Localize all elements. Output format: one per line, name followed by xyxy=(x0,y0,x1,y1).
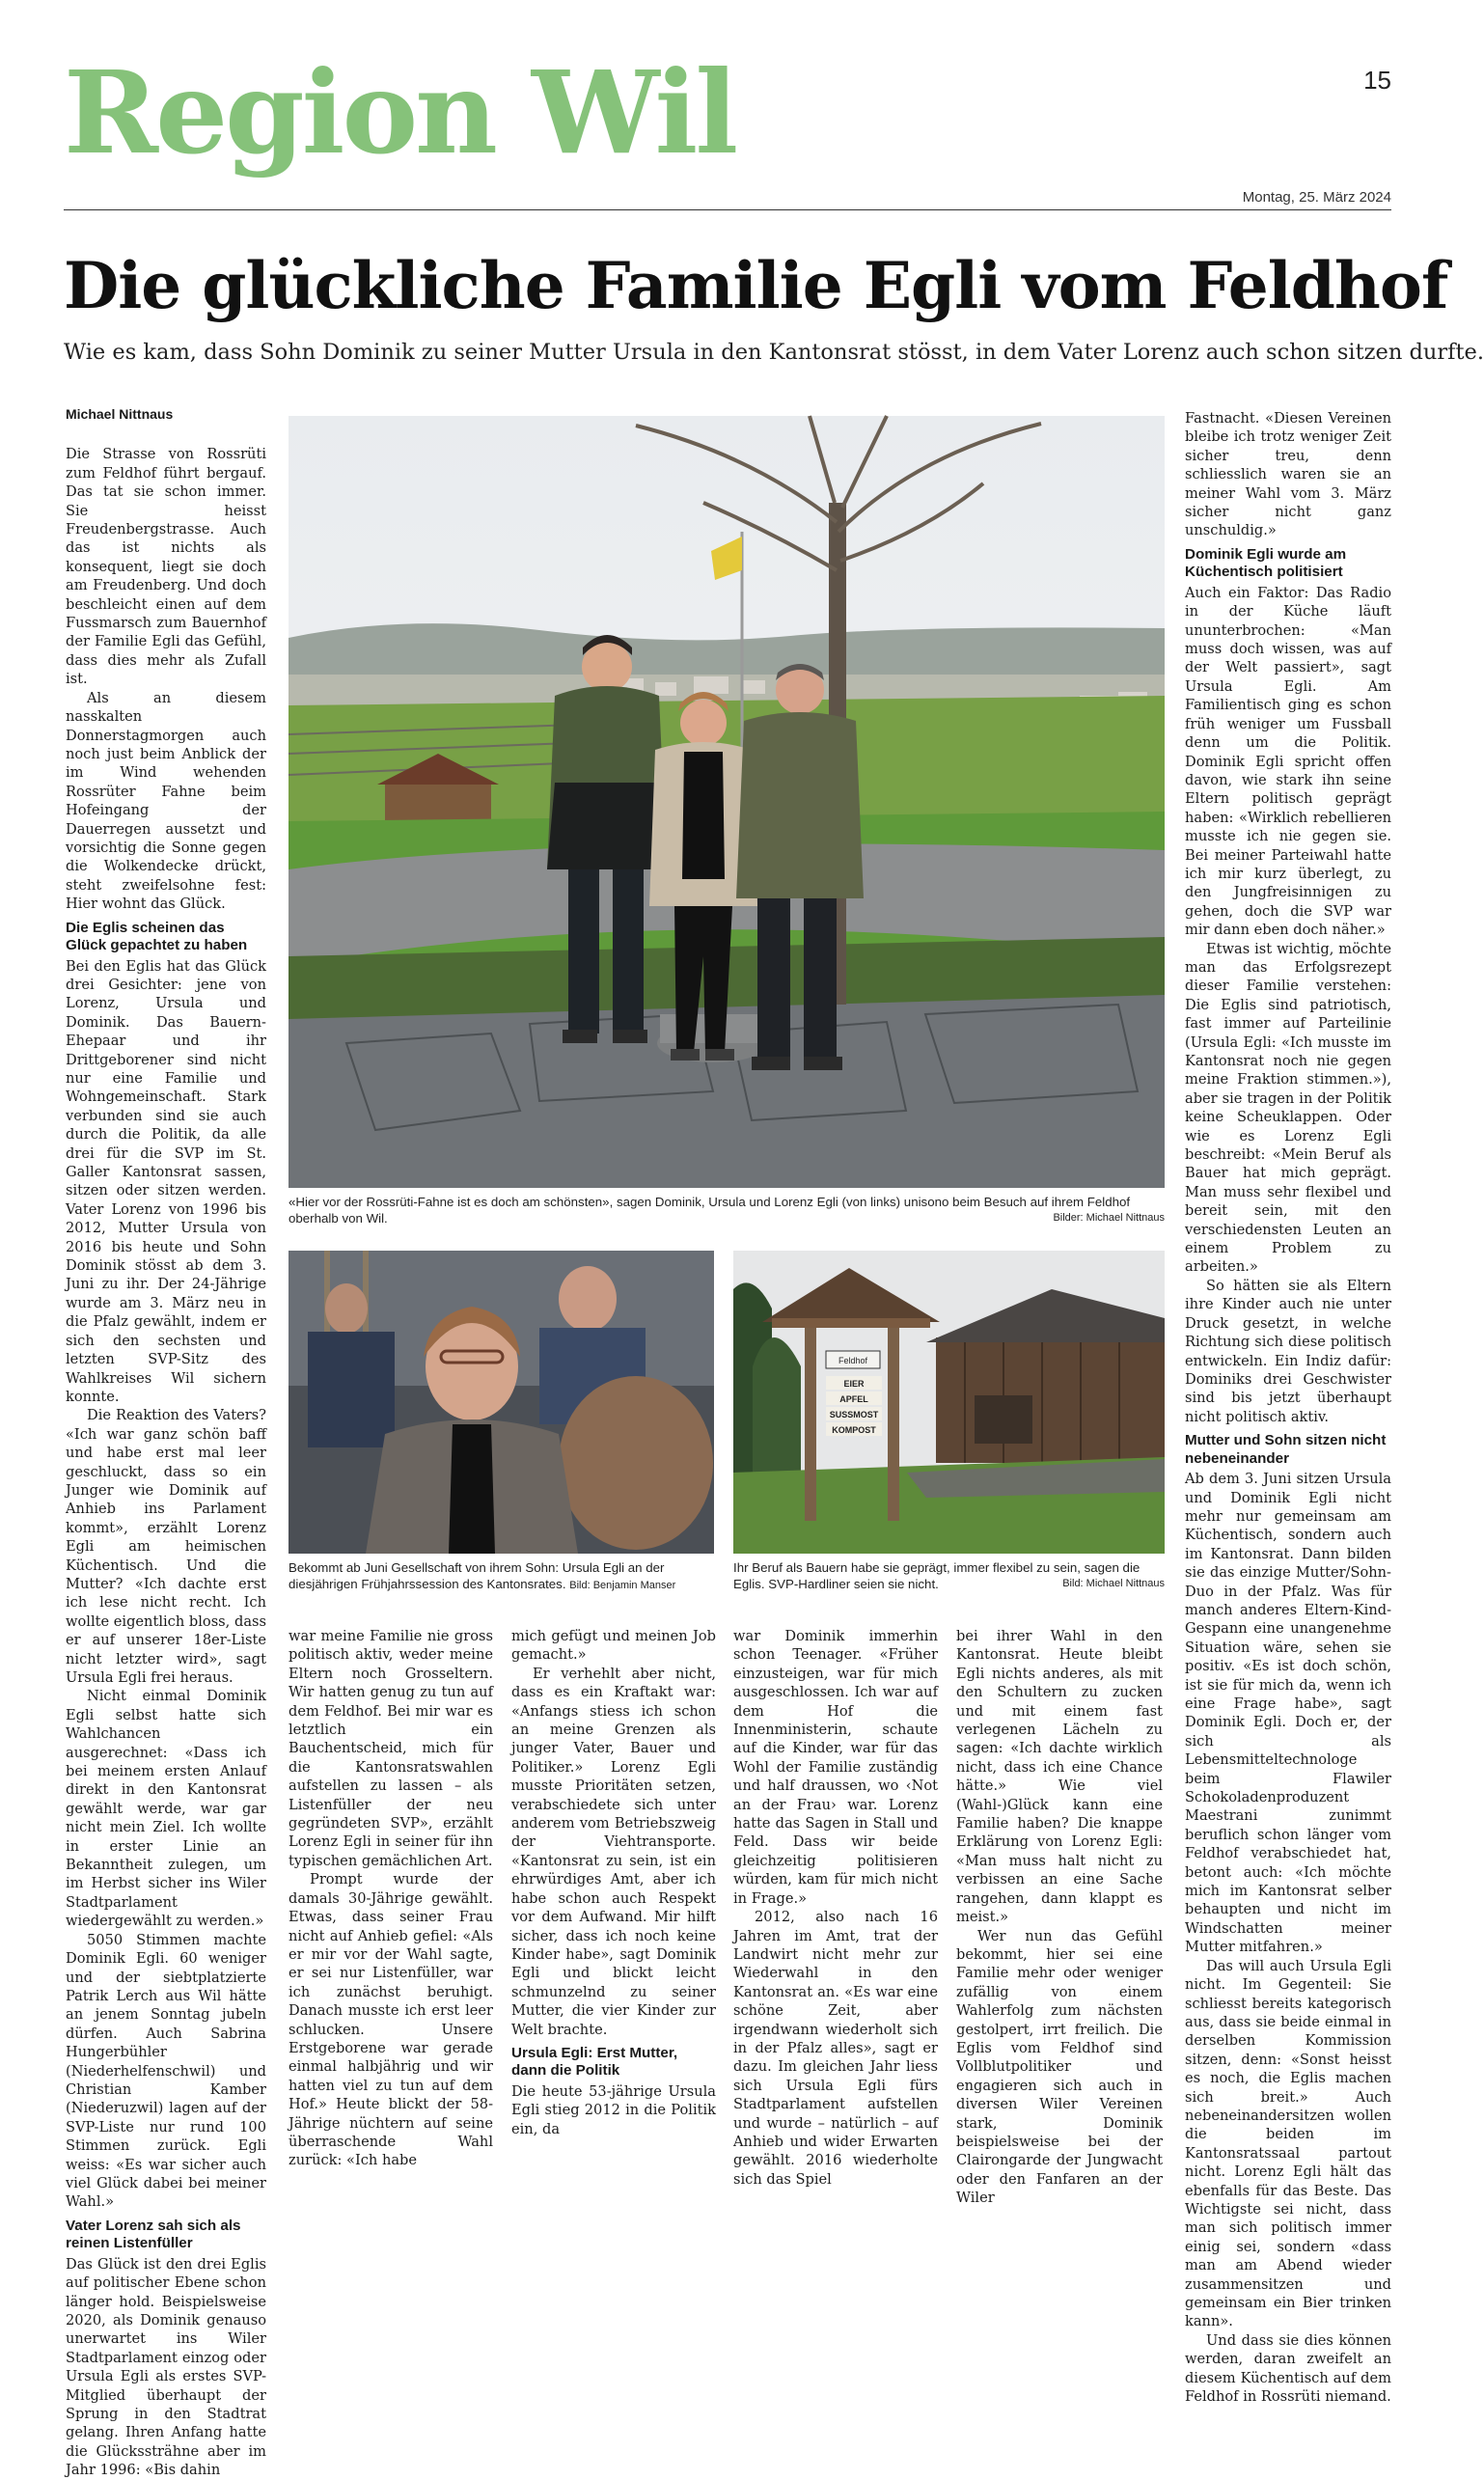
paragraph: Fastnacht. «Diesen Vereinen bleibe ich trotz weniger Zeit sicher treu, denn schliesslich waren sie an meiner Wahl vom 3. März sicher nicht ganz unschuldig.» xyxy=(1185,410,1391,539)
article-lead: Wie es kam, dass Sohn Dominik zu seiner Mutter Ursula in den Kantonsrat stösst, in dem Vater Lorenz auch schon sitzen durfte. xyxy=(64,340,1484,365)
paragraph: Nicht einmal Dominik Egli selbst hatte sich Wahlchancen ausgerechnet: «Dass ich bei meinem ersten Anlauf direkt in den Kantonsrat gewählt werde, war gar nicht mein Ziel. Ich wollte in erster Linie an Bekanntheit zulegen, um im Herbst sicher ins Wiler Stadtparlament wiedergewählt zu werden.» xyxy=(66,1688,266,1930)
paragraph: bei ihrer Wahl in den Kantonsrat. Heute bleibt Egli nichts anderes, als mit den Schultern zu zucken und mit einem fast verlegenen Lächeln zu sagen: «Ich dachte wirklich nicht, dass ich eine Chance hätte.» Wie viel (Wahl-)Glück kann eine Familie haben? Die knappe Erklärung von Lorenz Egli: «Man muss halt nicht zu verbissen an eine Sache rangehen, dann klappt es meist.» xyxy=(956,1628,1163,1926)
caption-text: «Hier vor der Rossrüti-Fahne ist es doch am schönsten», sagen Dominik, Ursula und Lorenz Egli (von links) unisono beim Besuch auf ihrem Feldhof oberhalb von Wil. xyxy=(289,1195,1131,1226)
paragraph: Als an diesem nasskalten Donnerstagmorgen auch noch just beim Anblick der im Wind wehenden Rossrüter Fahne beim Hofeingang der Dauerregen aussetzt und vorsichtig die Sonne gegen die Wolkendecke drückt, steht zweifelsohne fest: Hier wohnt das Glück. xyxy=(66,689,266,913)
sign-line: EIER xyxy=(843,1379,865,1389)
paragraph: Das will auch Ursula Egli nicht. Im Gegenteil: Sie schliesst bereits kategorisch aus, dass sie beide einmal in derselben Kommission sitzen, denn: «Sonst heisst es noch, die Eglis machen sich breit.» Auch nebeneinandersitzen wollen die beiden im Kantonsratssaal partout nicht. Lorenz Egli hält das ebenfalls für das Beste. Das Wichtigste sei nicht, dass man sich politisch immer einig sei, sondern «dass man am Abend wieder zusammensitzen und gemeinsam ein Bier trinken kann». xyxy=(1185,1957,1391,2330)
subheading: Dominik Egli wurde am Küchentisch politisiert xyxy=(1185,545,1347,581)
paragraph: Die Strasse von Rossrüti zum Feldhof führt bergauf. Das tat sie schon immer. Sie heisst Freudenbergstrasse. Auch das ist nichts als konsequent, liegt sie doch am Freudenberg. Und doch beschleicht einen auf dem Fussmarsch zum Bauernhof der Familie Egli das Gefühl, dass dies mehr als Zufall ist. xyxy=(66,446,266,688)
photo-credit: Bilder: Michael Nittnaus xyxy=(1053,1212,1165,1224)
issue-date: Montag, 25. März 2024 xyxy=(1242,189,1391,206)
sign-line: APFEL xyxy=(839,1394,868,1404)
right-photo-caption xyxy=(733,1559,1165,1594)
paragraph: Die heute 53-jährige Ursula Egli stieg 2012 in die Politik ein, da xyxy=(511,2082,716,2137)
sign-line: KOMPOST xyxy=(832,1425,876,1435)
text-column-1 xyxy=(66,405,266,2479)
paragraph: Und dass sie dies können werden, daran zweifelt an diesem Küchentisch auf dem Feldhof in Rossrüti niemand. xyxy=(1185,2331,1391,2406)
subheading: Die Eglis scheinen das Glück gepachtet zu haben xyxy=(66,919,248,954)
caption-text: Ihr Beruf als Bauern habe sie geprägt, immer flexibel zu sein, sagen die Eglis. SVP-Hardliner seien sie nicht. xyxy=(733,1560,1140,1591)
farm-sign-illustration xyxy=(733,1251,1165,1554)
paragraph: Das Glück ist den drei Eglis auf politischer Ebene schon länger hold. Beispielsweise 2020, als Dominik genauso unerwartet ins Wiler Stadtparlament einzog oder Ursula Egli als erstes SVP-Mitglied überhaupt der Sprung in den Stadtrat gelang. Ihren Anfang hatte die Glückssträhne aber im Jahr 1996: «Bis dahin xyxy=(66,2255,266,2479)
paragraph: war meine Familie nie gross politisch aktiv, weder meine Eltern noch Grosseltern. Wir hatten genug zu tun auf dem Feldhof. Bei mir war es letztlich ein Bauchentscheid, mich für die Kantonsratswahlen aufstellen zu lassen – als Listenfüller der neu gegründeten SVP», erzählt Lorenz Egli in seiner für ihn typischen gemächlichen Art. xyxy=(289,1628,493,1869)
paragraph: Etwas ist wichtig, möchte man das Erfolgsrezept dieser Familie verstehen: Die Eglis sind patriotisch, fast immer auf Parteilinie (Ursula Egli: «Ich musste im Kantonsrat noch nie gegen meine Fraktion stimmen.»), aber sie tragen in der Politik keine Scheuklappen. Oder wie es Lorenz Egli beschreibt: «Mein Beruf als Bauer hat mich geprägt. Man muss sehr flexibel und bereit sein, mit den verschiedensten Leuten an einem Problem zu arbeiten.» xyxy=(1185,940,1391,1276)
text-column-4 xyxy=(733,1627,938,2188)
left-photo-caption xyxy=(289,1559,714,1594)
author-byline: Michael Nittnaus xyxy=(66,406,174,422)
paragraph: Wer nun das Gefühl bekommt, hier sei eine Familie mehr oder weniger zufällig von einem Wahlerfolg zum nächsten gestolpert, irrt freilich. Die Eglis vom Feldhof sind Vollblutpolitiker und engagieren sich auch in diversen Wiler Vereinen stark, Dominik beispielsweise bei der Clairongarde der Jungwacht oder den Fanfaren an der Wiler xyxy=(956,1927,1163,2207)
paragraph: Er verhehlt aber nicht, dass es ein Kraftakt war: «Anfangs stiess ich schon an meine Grenzen als junger Vater, Bauer und Politiker.» Lorenz Egli musste Prioritäten setzen, verabschiedete sich unter anderem vom Betriebszweig der Viehtransporte. «Kantonsrat zu sein, ist ein ehrwürdiges Amt, aber ich habe schon auch Respekt vor dem Aufwand. Mir hilft sicher, dass ich noch keine Kinder habe», sagt Dominik Egli und blickt leicht schmunzelnd zu seiner Mutter, die vier Kinder zur Welt brachte. xyxy=(511,1665,716,2038)
photo-credit: Bild: Benjamin Manser xyxy=(569,1580,676,1591)
photo-feldhof-sign xyxy=(733,1251,1165,1554)
paragraph: mich gefügt und meinen Job gemacht.» xyxy=(511,1628,716,1664)
sign-line: Feldhof xyxy=(838,1356,868,1365)
section-masthead: Region Wil xyxy=(64,45,736,179)
text-column-5 xyxy=(956,1627,1163,2207)
parliament-session-illustration xyxy=(289,1251,714,1554)
page-number: 15 xyxy=(1363,66,1391,95)
sign-line: SUSSMOST xyxy=(829,1410,879,1419)
paragraph: Bei den Eglis hat das Glück drei Gesichter: jene von Lorenz, Ursula und Dominik. Das Bauern-Ehepaar und ihr Drittgeborener sind nicht nur eine Familie und Wohngemeinschaft. Stark verbunden sind sie auch durch die Politik, da alle drei für die SVP im St. Galler Kantonsrat sassen, sitzen oder sitzen werden. Vater Lorenz von 1996 bis 2012, Mutter Ursula von 2016 bis heute und Sohn Dominik stösst ab dem 3. Juni zu ihr. Der 24-Jährige wurde am 3. März neu in die Pfalz gewählt, indem er sich den sechsten und letzten SVP-Sitz des Wahlkreises Wil sichern konnte. xyxy=(66,957,266,1405)
paragraph: Auch ein Faktor: Das Radio in der Küche läuft ununterbrochen: «Man muss doch wissen, was auf der Welt passiert», sagt Ursula Egli. Am Familientisch ging es schon früh weniger um Fussball denn um die Politik. Dominik Egli spricht offen davon, wie stark ihn seine Eltern politisch geprägt haben: «Wirklich rebellieren musste ich nie gegen sie. Bei meiner Parteiwahl hatte ich mir kurz überlegt, zu den Jungfreisinnigen zu gehen, doch die SVP war mir dann eben doch näher.» xyxy=(1185,584,1391,939)
subheading: Vater Lorenz sah sich als reinen Listenfüller xyxy=(66,2217,241,2252)
text-column-2 xyxy=(289,1627,493,2169)
subheading: Ursula Egli: Erst Mutter, dann die Politik xyxy=(511,2044,678,2080)
paragraph: war Dominik immerhin schon Teenager. «Früher einzusteigen, war für mich ausgeschlossen. Ich war auf dem Hof die Innenministerin, schaute auf die Kinder, war für das Wohl der Familie zuständig und half draussen, wo ‹Not an der Frau› war. Lorenz hatte das Sagen in Stall und Feld. Dass wir beide gleichzeitig politisieren würden, kam für mich nicht in Frage.» xyxy=(733,1628,938,1907)
masthead-rule xyxy=(64,209,1391,210)
paragraph: 5050 Stimmen machte Dominik Egli. 60 weniger und der siebtplatzierte Patrik Lerch aus Wil hätte an jenem Sonntag jubeln dürfen. Auch Sabrina Hungerbühler (Niederhelfenschwil) und Christian Kamber (Niederuzwil) lagen auf der SVP-Liste nur rund 100 Stimmen zurück. Egli weiss: «Es war sicher auch viel Glück dabei bei meiner Wahl.» xyxy=(66,1931,266,2211)
caption-text: Bekommt ab Juni Gesellschaft von ihrem Sohn: Ursula Egli an der diesjährigen Frühjahrssession des Kantonsrates. xyxy=(289,1560,665,1591)
article-headline: Die glückliche Familie Egli vom Feldhof xyxy=(64,248,1448,323)
paragraph: Die Reaktion des Vaters? «Ich war ganz schön baff und habe erst mal leer geschluckt, dass so ein Junger wie Dominik auf Anhieb ins Parlament kommt», erzählt Lorenz Egli am heimischen Küchentisch. Und die Mutter? «Ich dachte erst ich lese nicht recht. Ich wollte eigentlich bloss, dass er auf unserer 18er-Liste nicht letzter wird», sagt Ursula Egli frei heraus. xyxy=(66,1407,266,1686)
paragraph: Prompt wurde der damals 30-Jährige gewählt. Etwas, dass seiner Frau nicht auf Anhieb gefiel: «Als er mir vor der Wahl sagte, er sei nur Listenfüller, war ich zunächst beruhigt. Danach musste ich erst leer schlucken. Unsere Erstgeborene war gerade einmal halbjährig und wir hatten viel zu tun auf dem Hof.» Heute blickt der 58-Jährige nüchtern auf seine überraschende Wahl zurück: «Ich habe xyxy=(289,1871,493,2169)
main-photo-family xyxy=(289,416,1165,1188)
subheading: Mutter und Sohn sitzen nicht nebeneinander xyxy=(1185,1432,1387,1467)
text-column-3 xyxy=(511,1627,716,2137)
main-photo-caption xyxy=(289,1194,1165,1228)
family-portrait-illustration xyxy=(289,416,1165,1188)
photo-credit: Bild: Michael Nittnaus xyxy=(1062,1578,1165,1589)
paragraph: So hätten sie als Eltern ihre Kinder auch nie unter Druck gesetzt, in welche Richtung sich diese politisch entwickeln. Ein Indiz dafür: Dominiks drei Geschwister sind bis jetzt überhaupt nicht politisch aktiv. xyxy=(1185,1277,1391,1425)
text-column-6 xyxy=(1185,409,1391,2406)
paragraph: 2012, also nach 16 Jahren im Amt, trat der Landwirt nicht mehr zur Wiederwahl in den Kantonsrat an. «Es war eine schöne Zeit, aber irgendwann wiederholt sich in der Pfalz alles», sagt er dazu. Im gleichen Jahr liess sich Ursula Egli fürs Stadtparlament aufstellen und wurde – natürlich – auf Anhieb und wider Erwarten gewählt. 2016 wiederholte sich das Spiel xyxy=(733,1909,938,2188)
photo-ursula-kantonsrat xyxy=(289,1251,714,1554)
paragraph: Ab dem 3. Juni sitzen Ursula und Dominik Egli nicht mehr nur gemeinsam am Küchentisch, sondern auch im Kantonsrat. Dann bilden sie das einzige Mutter/Sohn-Duo in der Pfalz. Was für manch anderes Eltern-Kind-Gespann eine unangenehme Situation wäre, sehen sie positiv. «Es ist doch schön, ist sie für mich da, wenn ich eine Frage habe», sagt Dominik Egli. Doch er, der sich als Lebensmitteltechnologe beim Flawiler Schokoladenproduzent Maestrani zunimmt beruflich schon länger vom Feldhof verabschiedet hat, betont auch: «Ich möchte mich im Kantonsrat selber behaupten und nicht im Windschatten meiner Mutter mitfahren.» xyxy=(1185,1471,1391,1956)
